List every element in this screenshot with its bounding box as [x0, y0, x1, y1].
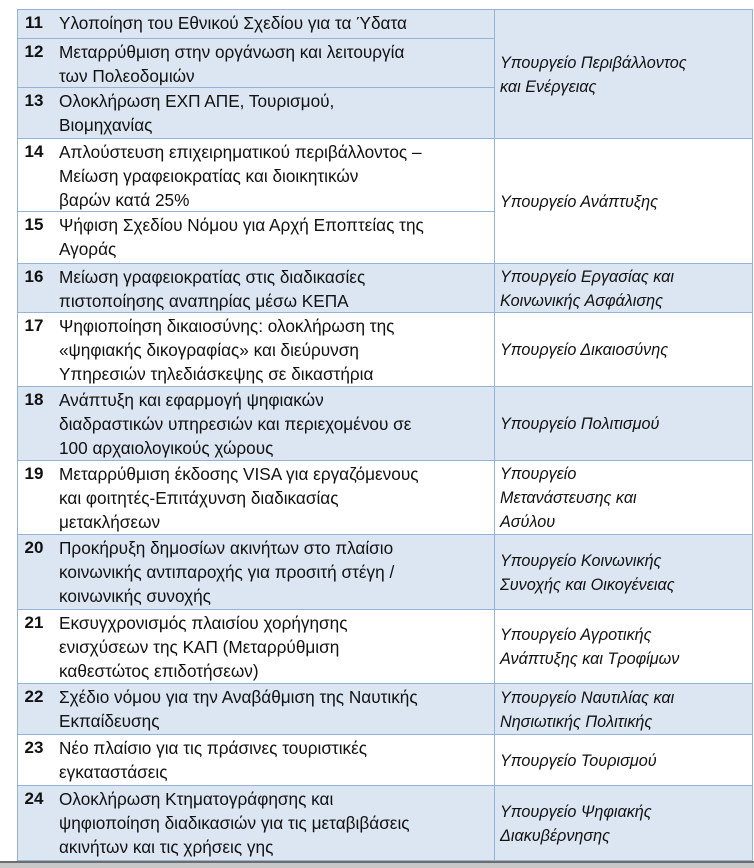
ministry-rule	[494, 683, 753, 684]
row-rule	[17, 386, 494, 387]
reform-description	[59, 736, 495, 784]
description-line: των Πολεοδομιών	[59, 66, 195, 86]
row-number: 13	[24, 91, 44, 110]
description-line: Μεταρρύθμιση έκδοσης VISA για εργαζόμενους	[59, 464, 419, 484]
ministry-line: Υπουργείο Κοινωνικής	[500, 551, 662, 570]
description-line: Ψήφιση Σχεδίου Νόμου για Αρχή Εποπτείας της	[59, 215, 424, 235]
ministry-rule	[494, 460, 753, 461]
ministry-line: Νησιωτικής Πολιτικής	[500, 712, 653, 731]
ministry-line: Υπουργείο Ναυτιλίας και	[500, 688, 675, 707]
description-line: 100 αρχαιολογικούς χώρους	[59, 438, 274, 458]
row-number: 21	[24, 613, 44, 632]
description-line: Εκσυγχρονισμός πλαισίου χορήγησης	[59, 613, 348, 633]
description-line: και φοιτητές-Επιτάχυνση διαδικασίας	[59, 488, 339, 508]
reform-description	[59, 462, 495, 534]
ministry-line: Υπουργείο	[500, 465, 577, 483]
ministry-rule	[494, 386, 753, 387]
description-line: Βιομηχανίας	[59, 115, 153, 135]
ministry-name	[500, 387, 750, 461]
ministry-rule	[494, 312, 753, 313]
row-rule	[17, 534, 494, 535]
row-rule	[17, 609, 494, 610]
ministry-name	[500, 684, 750, 735]
ministry-name	[500, 786, 750, 861]
ministry-rule	[494, 785, 753, 786]
ministry-name	[500, 313, 750, 387]
row-rule	[17, 312, 494, 313]
ministry-rule	[494, 734, 753, 735]
description-line: διαδραστικών υπηρεσιών και περιεχομένου σε	[59, 414, 412, 434]
description-line: Μείωση γραφειοκρατίας στις διαδικασίες	[59, 267, 366, 287]
ministry-line: Υπουργείο Τουρισμού	[500, 751, 657, 770]
ministry-rule	[494, 138, 753, 139]
ministry-line: Υπουργείο Περιβάλλοντος	[500, 53, 687, 72]
reform-description	[59, 314, 495, 386]
row-number: 19	[24, 464, 44, 483]
row-number: 22	[24, 687, 44, 706]
row-number: 18	[24, 390, 44, 409]
description-line: Ολοκλήρωση ΕΧΠ ΑΠΕ, Τουρισμού,	[59, 91, 335, 111]
column-rule	[494, 9, 495, 861]
reform-description	[59, 265, 495, 313]
ministry-name	[500, 535, 750, 610]
description-line: εγκαταστάσεις	[59, 762, 168, 782]
row-rule	[17, 211, 494, 212]
description-line: Ανάπτυξη και εφαρμογή ψηφιακών	[59, 390, 324, 410]
ministry-line: Κοινωνικής Ασφάλισης	[500, 291, 663, 310]
description-line: ακινήτων και τις χρήσεις γης	[59, 837, 274, 857]
row-rule	[17, 683, 494, 684]
description-line: Αγοράς	[59, 239, 117, 259]
ministry-line: Υπουργείο Αγροτικής	[500, 626, 652, 644]
row-rule	[17, 138, 494, 139]
ministry-name	[500, 139, 750, 264]
description-line: ψηφιοποίηση διαδικασιών για τις μεταβιβάσεις	[59, 813, 410, 833]
ministry-line: Ασύλου	[500, 513, 556, 531]
row-number: 16	[24, 267, 44, 286]
ministry-rule	[494, 534, 753, 535]
column-rule	[752, 9, 753, 861]
description-line: Απλούστευση επιχειρηματικού περιβάλλοντος –	[59, 142, 422, 162]
description-line: μετακλήσεων	[59, 512, 161, 532]
ministry-name	[500, 610, 750, 684]
reform-description	[59, 536, 495, 608]
ministry-line: Υπουργείο Εργασίας και	[500, 267, 674, 286]
ministry-rule	[494, 609, 753, 610]
ministry-line: Υπουργείο Πολιτισμού	[500, 415, 660, 433]
reform-description	[59, 388, 495, 460]
ministry-line: Συνοχής και Οικογένειας	[500, 575, 675, 594]
ministry-name	[500, 10, 750, 139]
description-line: Ψηφιοποίηση δικαιοσύνης: ολοκλήρωση της	[59, 316, 395, 336]
reform-description	[59, 89, 495, 137]
column-rule	[17, 9, 18, 861]
row-number: 15	[24, 215, 44, 234]
row-number: 14	[24, 142, 44, 161]
description-line: «ψηφιακής δικογραφίας» και διεύρυνση	[59, 340, 359, 360]
ministry-line: Υπουργείο Ανάπτυξης	[500, 192, 659, 211]
reform-description	[59, 213, 495, 261]
ministry-line: Μετανάστευσης και	[500, 489, 637, 507]
ministry-name	[500, 461, 750, 535]
reform-description	[59, 685, 495, 733]
page-bottom-edge	[0, 861, 754, 868]
reform-description	[59, 140, 495, 212]
row-number: 23	[24, 738, 44, 757]
description-line: Ολοκλήρωση Κτηματογράφησης και	[59, 789, 334, 809]
row-number: 11	[25, 13, 43, 32]
reform-description	[59, 40, 495, 88]
description-line: Προκήρυξη δημοσίων ακινήτων στο πλαίσιο	[59, 538, 394, 558]
reform-description	[59, 11, 495, 35]
row-number: 24	[24, 789, 44, 808]
description-line: Εκπαίδευσης	[59, 711, 160, 731]
ministry-rule	[494, 9, 753, 10]
row-rule	[17, 263, 494, 264]
row-rule	[17, 38, 494, 39]
ministry-line: Ανάπτυξης και Τροφίμων	[500, 650, 680, 668]
ministry-line: Υπουργείο Ψηφιακής	[500, 802, 652, 821]
description-line: ενισχύσεων της ΚΑΠ (Μεταρρύθμιση	[59, 637, 340, 657]
description-line: Μείωση γραφειοκρατίας και διοικητικών	[59, 166, 359, 186]
reform-description	[59, 787, 495, 859]
row-rule	[17, 87, 494, 88]
ministry-rule	[494, 263, 753, 264]
row-rule	[17, 785, 494, 786]
description-line: Υπηρεσιών τηλεδιάσκεψης σε δικαστήρια	[59, 364, 374, 384]
row-number: 17	[24, 316, 44, 335]
reform-description	[59, 611, 495, 683]
ministry-line: Διακυβέρνησης	[500, 826, 611, 845]
row-rule	[17, 9, 494, 10]
description-line: Υλοποίηση του Εθνικού Σχεδίου για τα Ύδατα	[59, 13, 407, 33]
ministry-name	[500, 735, 750, 786]
description-line: καθεστώτος επιδοτήσεων)	[59, 661, 259, 681]
row-rule	[17, 460, 494, 461]
ministry-line: Υπουργείο Δικαιοσύνης	[500, 341, 669, 359]
ministry-line: και Ενέργειας	[500, 77, 597, 96]
description-line: Μεταρρύθμιση στην οργάνωση και λειτουργία	[59, 42, 405, 62]
ministry-name	[500, 264, 750, 313]
description-line: Νέο πλαίσιο για τις πράσινες τουριστικές	[59, 738, 368, 758]
description-line: πιστοποίησης αναπηρίας μέσω ΚΕΠΑ	[59, 291, 349, 311]
description-line: κοινωνικής συνοχής	[59, 586, 211, 606]
description-line: βαρών κατά 25%	[59, 190, 190, 210]
row-number: 12	[24, 42, 44, 61]
description-line: Σχέδιο νόμου για την Αναβάθμιση της Ναυτικής	[59, 687, 418, 707]
row-number: 20	[24, 538, 44, 557]
row-rule	[17, 734, 494, 735]
description-line: κοινωνικής αντιπαροχής για προσιτή στέγη /	[59, 562, 395, 582]
